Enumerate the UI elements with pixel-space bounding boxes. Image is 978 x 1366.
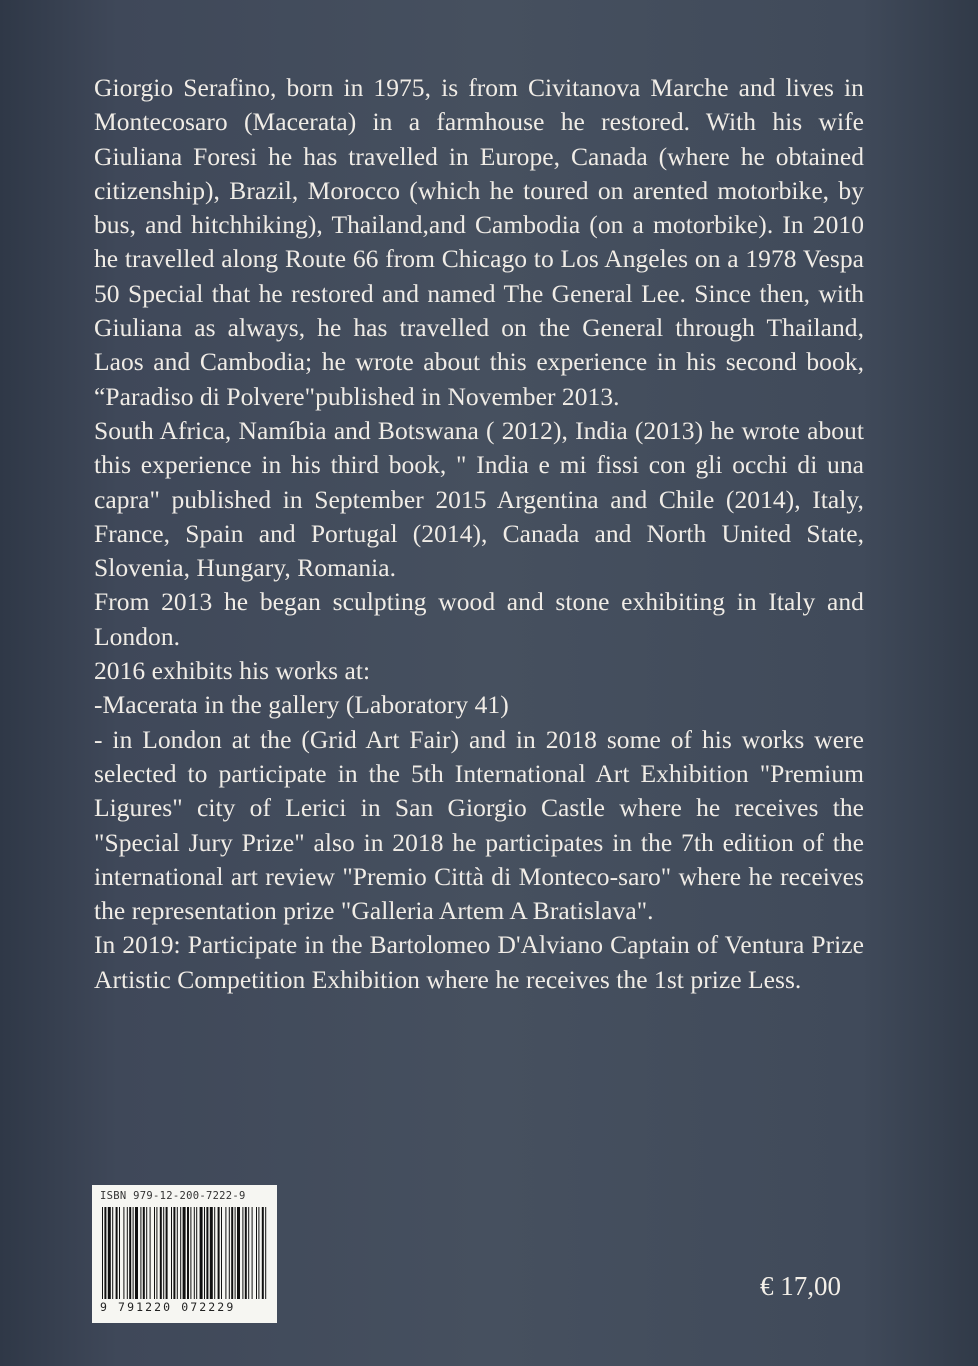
isbn-barcode [92,1185,277,1323]
bio-paragraph-4: 2016 exhibits his works at: [94,656,371,686]
bio-paragraph-2: South Africa, Namíbia and Botswana ( 2012), India (2013) he wrote about this experience in his third book, " India e mi fissi con gli occhi di una capra" published in September 2015 Argentina and Chile (2014), Italy, France, Spain and Portugal (2014), Canada and North United State, Slovenia, Hungary, Romania. [94,415,864,583]
bio-paragraph-1: Giorgio Serafino, born in 1975, is from Civitanova Marche and lives in Montecosaro (Macerata) in a farmhouse he restored. With his wife Giuliana Foresi he has travelled in Europe, Canada (where he obtained citizenship), Brazil, Morocco (which he toured on arented motorbike, by bus, and hitchhiking), Thailand,and Cambodia (on a motorbike). In 2010 he travelled along Route 66 from Chicago to Los Angeles on a 1978 Vespa 50 Special that he restored and named The General Lee. Since then, with Giuliana as always, he has travelled on the General through Thailand, Laos and Cambodia; he wrote about this experience in his second book, “Paradiso di Polvere"published in November 2013. [94,73,864,411]
ean-digits: 9 791220 072229 [100,1300,236,1314]
bio-paragraph-5: -Macerata in the gallery (Laboratory 41) [94,690,509,720]
bio-paragraph-3: From 2013 he began sculpting wood and stone exhibiting in Italy and London. [94,587,864,651]
bio-paragraph-7: In 2019: Participate in the Bartolomeo D'Alviano Captain of Ventura Prize Artistic Competition Exhibition where he receives the 1st prize Less. [94,930,864,994]
author-biography [94,71,864,997]
bio-paragraph-6: - in London at the (Grid Art Fair) and in 2018 some of his works were selected to participate in the 5th International Art Exhibition "Premium Ligures" city of Lerici in San Giorgio Castle where he receives the "Special Jury Prize" also in 2018 he participates in the 7th edition of the international art review "Premio Città di Monteco-saro" where he receives the representation prize "Galleria Artem A Bratislava". [94,724,864,926]
isbn-label: ISBN 979-12-200-7222-9 [100,1190,246,1202]
price-label: € 17,00 [760,1271,841,1301]
barcode-bars [100,1207,269,1299]
